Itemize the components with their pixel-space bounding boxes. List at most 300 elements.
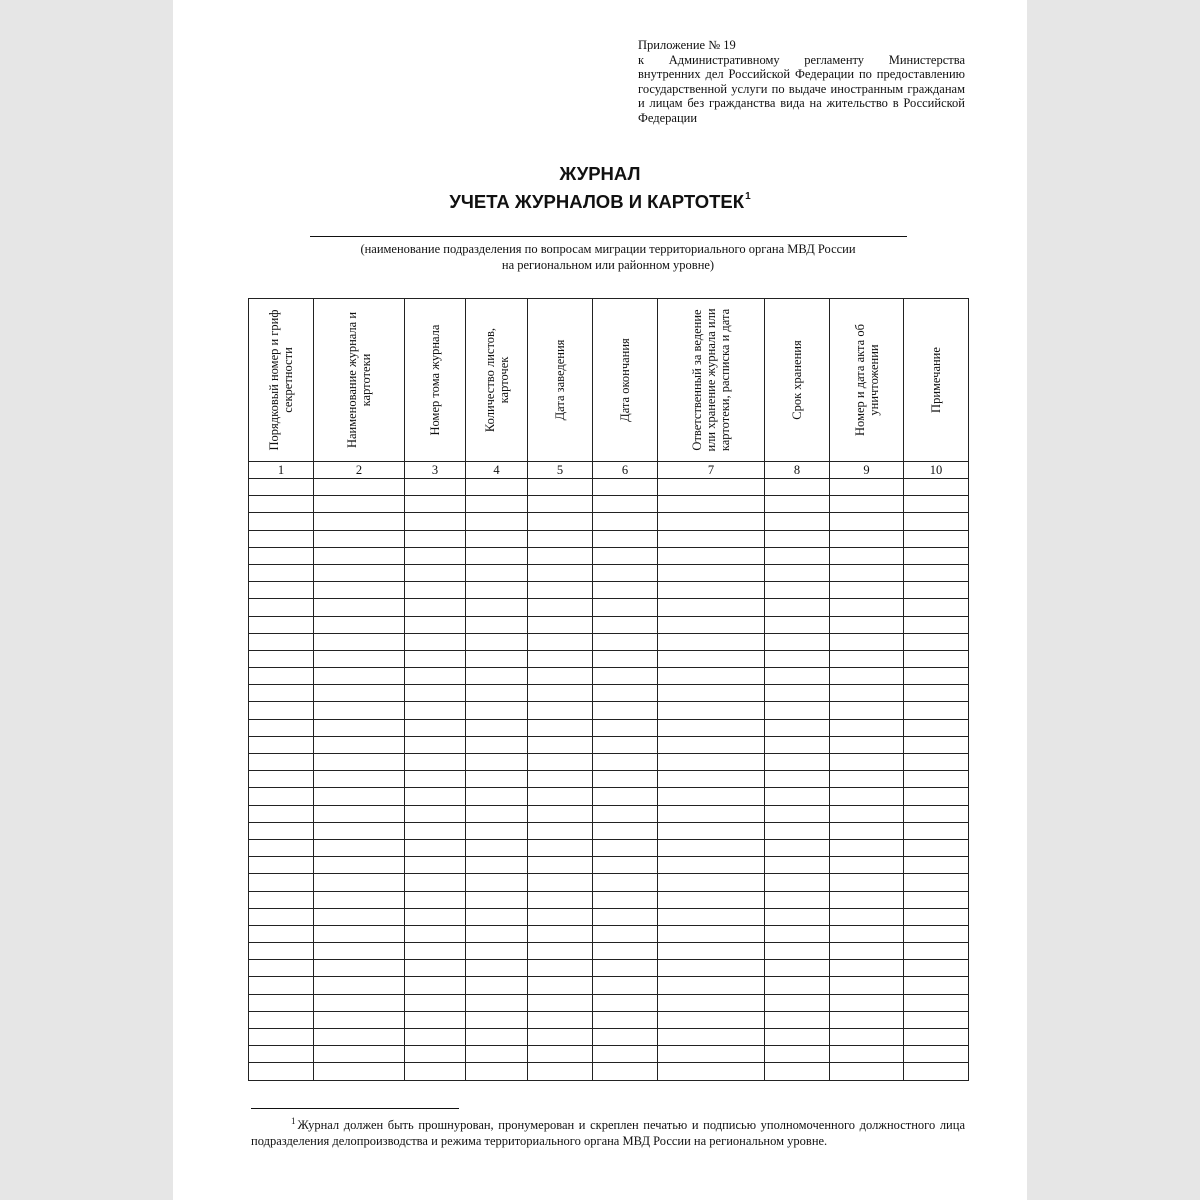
column-header-label: Количество листов, карточек — [482, 327, 511, 433]
table-cell — [830, 685, 904, 702]
table-cell — [249, 479, 314, 496]
column-header-1 — [249, 299, 314, 462]
table-cell — [528, 736, 593, 753]
table-cell — [765, 771, 830, 788]
table-cell — [314, 891, 405, 908]
table-cell — [528, 1063, 593, 1080]
table-cell — [904, 479, 969, 496]
table-cell — [249, 736, 314, 753]
table-cell — [466, 925, 528, 942]
table-cell — [314, 599, 405, 616]
table-cell — [765, 822, 830, 839]
table-cell — [593, 599, 658, 616]
table-cell — [249, 891, 314, 908]
table-row — [249, 1063, 969, 1080]
table-cell — [466, 496, 528, 513]
table-cell — [904, 496, 969, 513]
table-cell — [830, 874, 904, 891]
table-cell — [830, 650, 904, 667]
column-header-4 — [466, 299, 528, 462]
column-number-row — [249, 462, 969, 479]
table-cell — [528, 668, 593, 685]
table-cell — [830, 960, 904, 977]
table-cell — [658, 994, 765, 1011]
table-cell — [466, 839, 528, 856]
table-cell — [314, 547, 405, 564]
table-cell — [528, 788, 593, 805]
document-page — [173, 0, 1027, 1200]
table-cell — [658, 1029, 765, 1046]
table-cell — [405, 496, 466, 513]
column-number: 4 — [466, 462, 528, 479]
table-cell — [405, 479, 466, 496]
table-cell — [830, 1011, 904, 1028]
table-cell — [405, 908, 466, 925]
table-cell — [830, 839, 904, 856]
table-row — [249, 564, 969, 581]
table-cell — [904, 874, 969, 891]
table-cell — [830, 736, 904, 753]
table-cell — [765, 925, 830, 942]
table-cell — [765, 599, 830, 616]
table-cell — [830, 754, 904, 771]
table-cell — [658, 1011, 765, 1028]
table-cell — [528, 564, 593, 581]
table-cell — [249, 771, 314, 788]
table-cell — [658, 977, 765, 994]
table-cell — [466, 599, 528, 616]
table-cell — [904, 857, 969, 874]
table-row — [249, 771, 969, 788]
table-cell — [765, 736, 830, 753]
table-cell — [904, 547, 969, 564]
table-cell — [466, 788, 528, 805]
column-header-label: Дата заведения — [553, 339, 567, 421]
table-cell — [830, 805, 904, 822]
table-cell — [314, 754, 405, 771]
table-cell — [314, 582, 405, 599]
table-cell — [466, 668, 528, 685]
table-cell — [249, 564, 314, 581]
column-header-9 — [830, 299, 904, 462]
table-cell — [528, 960, 593, 977]
table-cell — [593, 908, 658, 925]
table-cell — [528, 547, 593, 564]
table-cell — [405, 1063, 466, 1080]
table-cell — [765, 874, 830, 891]
table-cell — [528, 1029, 593, 1046]
table-cell — [528, 908, 593, 925]
column-number: 2 — [314, 462, 405, 479]
table-row — [249, 547, 969, 564]
table-cell — [765, 891, 830, 908]
table-cell — [904, 839, 969, 856]
table-cell — [405, 633, 466, 650]
table-cell — [405, 1011, 466, 1028]
table-cell — [593, 839, 658, 856]
table-cell — [830, 530, 904, 547]
table-cell — [593, 479, 658, 496]
table-cell — [249, 496, 314, 513]
table-cell — [904, 633, 969, 650]
table-row — [249, 857, 969, 874]
table-cell — [405, 513, 466, 530]
table-cell — [904, 736, 969, 753]
table-cell — [249, 994, 314, 1011]
table-cell — [249, 513, 314, 530]
table-cell — [405, 771, 466, 788]
table-cell — [249, 599, 314, 616]
table-cell — [314, 1046, 405, 1063]
table-cell — [249, 925, 314, 942]
table-cell — [658, 496, 765, 513]
table-row — [249, 496, 969, 513]
table-cell — [528, 874, 593, 891]
table-cell — [249, 822, 314, 839]
table-cell — [528, 513, 593, 530]
table-cell — [314, 874, 405, 891]
table-cell — [314, 736, 405, 753]
table-cell — [405, 754, 466, 771]
table-cell — [765, 668, 830, 685]
table-cell — [765, 513, 830, 530]
table-cell — [593, 736, 658, 753]
table-cell — [314, 1063, 405, 1080]
table-cell — [405, 788, 466, 805]
table-cell — [528, 805, 593, 822]
table-cell — [830, 822, 904, 839]
table-cell — [466, 1046, 528, 1063]
footnote-mark: 1 — [291, 1116, 296, 1126]
table-cell — [593, 513, 658, 530]
table-cell — [405, 874, 466, 891]
table-cell — [904, 822, 969, 839]
table-cell — [249, 616, 314, 633]
table-cell — [830, 925, 904, 942]
table-cell — [593, 943, 658, 960]
table-cell — [405, 943, 466, 960]
table-cell — [765, 1046, 830, 1063]
footnote — [251, 1114, 965, 1149]
table-row — [249, 805, 969, 822]
table-cell — [314, 908, 405, 925]
table-cell — [593, 496, 658, 513]
table-cell — [314, 925, 405, 942]
table-row — [249, 1011, 969, 1028]
table-cell — [528, 839, 593, 856]
table-cell — [405, 599, 466, 616]
table-cell — [593, 874, 658, 891]
table-cell — [405, 668, 466, 685]
table-cell — [528, 496, 593, 513]
table-cell — [658, 1046, 765, 1063]
table-cell — [658, 1063, 765, 1080]
column-number: 7 — [658, 462, 765, 479]
column-number: 6 — [593, 462, 658, 479]
table-cell — [528, 599, 593, 616]
appendix-text: к Административному регламенту Министерства внутренних дел Российской Федерации по предоставлению государственной услуги по выдаче иностранным гражданам и лицам без гражданства вида на жительство в Российской Федерации — [638, 52, 965, 125]
table-cell — [466, 650, 528, 667]
table-cell — [466, 891, 528, 908]
table-cell — [528, 754, 593, 771]
table-row — [249, 1046, 969, 1063]
table-cell — [528, 943, 593, 960]
table-cell — [904, 805, 969, 822]
table-row — [249, 650, 969, 667]
table-cell — [658, 891, 765, 908]
table-cell — [765, 582, 830, 599]
column-number: 9 — [830, 462, 904, 479]
table-cell — [765, 530, 830, 547]
department-caption-line1: (наименование подразделения по вопросам миграции территориального органа МВД России — [360, 242, 856, 256]
table-cell — [528, 857, 593, 874]
table-row — [249, 943, 969, 960]
column-header-label: Номер тома журнала — [428, 324, 442, 436]
table-cell — [765, 479, 830, 496]
appendix-header — [638, 38, 965, 126]
table-cell — [249, 719, 314, 736]
table-cell — [658, 771, 765, 788]
table-cell — [593, 1029, 658, 1046]
table-cell — [765, 788, 830, 805]
table-cell — [466, 564, 528, 581]
table-cell — [904, 908, 969, 925]
table-cell — [405, 702, 466, 719]
table-cell — [593, 633, 658, 650]
table-cell — [528, 582, 593, 599]
document-title: ЖУРНАЛ — [559, 163, 641, 184]
table-cell — [658, 960, 765, 977]
table-header-row — [249, 299, 969, 462]
table-cell — [765, 496, 830, 513]
table-cell — [528, 891, 593, 908]
table-cell — [593, 960, 658, 977]
table-cell — [830, 496, 904, 513]
table-cell — [314, 1011, 405, 1028]
table-cell — [528, 530, 593, 547]
table-row — [249, 530, 969, 547]
table-cell — [830, 616, 904, 633]
table-cell — [658, 702, 765, 719]
table-cell — [405, 891, 466, 908]
table-cell — [528, 925, 593, 942]
table-cell — [658, 754, 765, 771]
footnote-text: Журнал должен быть прошнурован, пронумерован и скреплен печатью и подписью уполномоченного должностного лица подразделения делопроизводства и режима территориального органа МВД России на региональном уровне. — [251, 1118, 965, 1148]
table-cell — [466, 994, 528, 1011]
table-cell — [593, 547, 658, 564]
table-row — [249, 754, 969, 771]
table-cell — [466, 1063, 528, 1080]
table-cell — [314, 702, 405, 719]
table-cell — [593, 857, 658, 874]
table-cell — [466, 513, 528, 530]
table-cell — [765, 564, 830, 581]
column-number: 3 — [405, 462, 466, 479]
table-cell — [314, 839, 405, 856]
table-row — [249, 788, 969, 805]
department-caption-line2: на региональном или районном уровне) — [501, 258, 715, 272]
table-cell — [593, 805, 658, 822]
table-cell — [830, 1063, 904, 1080]
table-cell — [765, 685, 830, 702]
table-row — [249, 685, 969, 702]
table-cell — [830, 582, 904, 599]
table-cell — [466, 908, 528, 925]
table-cell — [658, 513, 765, 530]
column-header-2 — [314, 299, 405, 462]
table-cell — [314, 857, 405, 874]
table-row — [249, 719, 969, 736]
table-cell — [658, 736, 765, 753]
table-cell — [466, 857, 528, 874]
table-cell — [658, 650, 765, 667]
title-footnote-mark: 1 — [745, 191, 751, 202]
table-cell — [904, 1029, 969, 1046]
column-header-label: Порядковый номер и гриф секретности — [267, 309, 295, 451]
table-cell — [405, 822, 466, 839]
table-cell — [249, 977, 314, 994]
table-cell — [904, 977, 969, 994]
table-cell — [765, 633, 830, 650]
table-cell — [249, 582, 314, 599]
table-cell — [528, 616, 593, 633]
table-cell — [314, 530, 405, 547]
table-cell — [249, 668, 314, 685]
column-header-label: Номер и дата акта об уничтожении — [852, 324, 881, 436]
table-cell — [658, 943, 765, 960]
table-cell — [830, 668, 904, 685]
table-cell — [466, 530, 528, 547]
table-cell — [405, 685, 466, 702]
table-cell — [658, 925, 765, 942]
column-number: 10 — [904, 462, 969, 479]
table-cell — [314, 496, 405, 513]
table-cell — [528, 1046, 593, 1063]
table-cell — [593, 668, 658, 685]
table-cell — [830, 479, 904, 496]
table-cell — [405, 1029, 466, 1046]
table-cell — [314, 616, 405, 633]
table-cell — [765, 943, 830, 960]
table-cell — [405, 564, 466, 581]
table-cell — [249, 943, 314, 960]
table-cell — [904, 564, 969, 581]
table-cell — [904, 960, 969, 977]
table-cell — [466, 943, 528, 960]
table-cell — [249, 650, 314, 667]
table-cell — [405, 582, 466, 599]
table-row — [249, 736, 969, 753]
table-cell — [466, 874, 528, 891]
table-cell — [593, 771, 658, 788]
table-cell — [593, 719, 658, 736]
table-cell — [904, 943, 969, 960]
table-cell — [904, 668, 969, 685]
column-header-5 — [528, 299, 593, 462]
department-caption — [273, 241, 943, 273]
table-cell — [528, 702, 593, 719]
table-row — [249, 960, 969, 977]
table-cell — [314, 771, 405, 788]
table-cell — [765, 616, 830, 633]
table-cell — [593, 1011, 658, 1028]
table-cell — [466, 702, 528, 719]
table-cell — [904, 1046, 969, 1063]
table-row — [249, 668, 969, 685]
table-cell — [405, 616, 466, 633]
table-cell — [904, 702, 969, 719]
table-cell — [405, 857, 466, 874]
table-cell — [249, 754, 314, 771]
table-cell — [249, 908, 314, 925]
table-cell — [593, 788, 658, 805]
table-cell — [658, 668, 765, 685]
table-cell — [904, 650, 969, 667]
table-cell — [593, 822, 658, 839]
table-cell — [830, 891, 904, 908]
table-row — [249, 1029, 969, 1046]
table-cell — [249, 874, 314, 891]
table-cell — [314, 960, 405, 977]
table-cell — [314, 822, 405, 839]
table-cell — [405, 650, 466, 667]
table-cell — [765, 1011, 830, 1028]
table-cell — [658, 839, 765, 856]
table-cell — [830, 719, 904, 736]
table-cell — [466, 616, 528, 633]
table-cell — [314, 564, 405, 581]
table-cell — [830, 1046, 904, 1063]
table-cell — [466, 1011, 528, 1028]
table-cell — [830, 513, 904, 530]
table-row — [249, 599, 969, 616]
table-cell — [593, 925, 658, 942]
table-cell — [528, 685, 593, 702]
table-row — [249, 633, 969, 650]
table-cell — [830, 633, 904, 650]
table-cell — [593, 1063, 658, 1080]
table-row — [249, 513, 969, 530]
table-cell — [314, 719, 405, 736]
table-cell — [405, 719, 466, 736]
table-cell — [658, 582, 765, 599]
table-cell — [405, 805, 466, 822]
table-cell — [593, 754, 658, 771]
table-cell — [904, 616, 969, 633]
table-cell — [904, 599, 969, 616]
table-cell — [466, 736, 528, 753]
department-fill-line — [310, 236, 907, 237]
table-cell — [765, 908, 830, 925]
table-cell — [830, 599, 904, 616]
column-header-3 — [405, 299, 466, 462]
column-header-6 — [593, 299, 658, 462]
table-cell — [466, 771, 528, 788]
column-number: 5 — [528, 462, 593, 479]
table-cell — [528, 822, 593, 839]
column-number: 1 — [249, 462, 314, 479]
table-cell — [765, 702, 830, 719]
table-cell — [249, 1046, 314, 1063]
table-cell — [658, 719, 765, 736]
table-row — [249, 616, 969, 633]
table-cell — [904, 513, 969, 530]
table-cell — [249, 633, 314, 650]
table-cell — [593, 994, 658, 1011]
table-cell — [765, 960, 830, 977]
table-cell — [658, 633, 765, 650]
table-cell — [314, 994, 405, 1011]
